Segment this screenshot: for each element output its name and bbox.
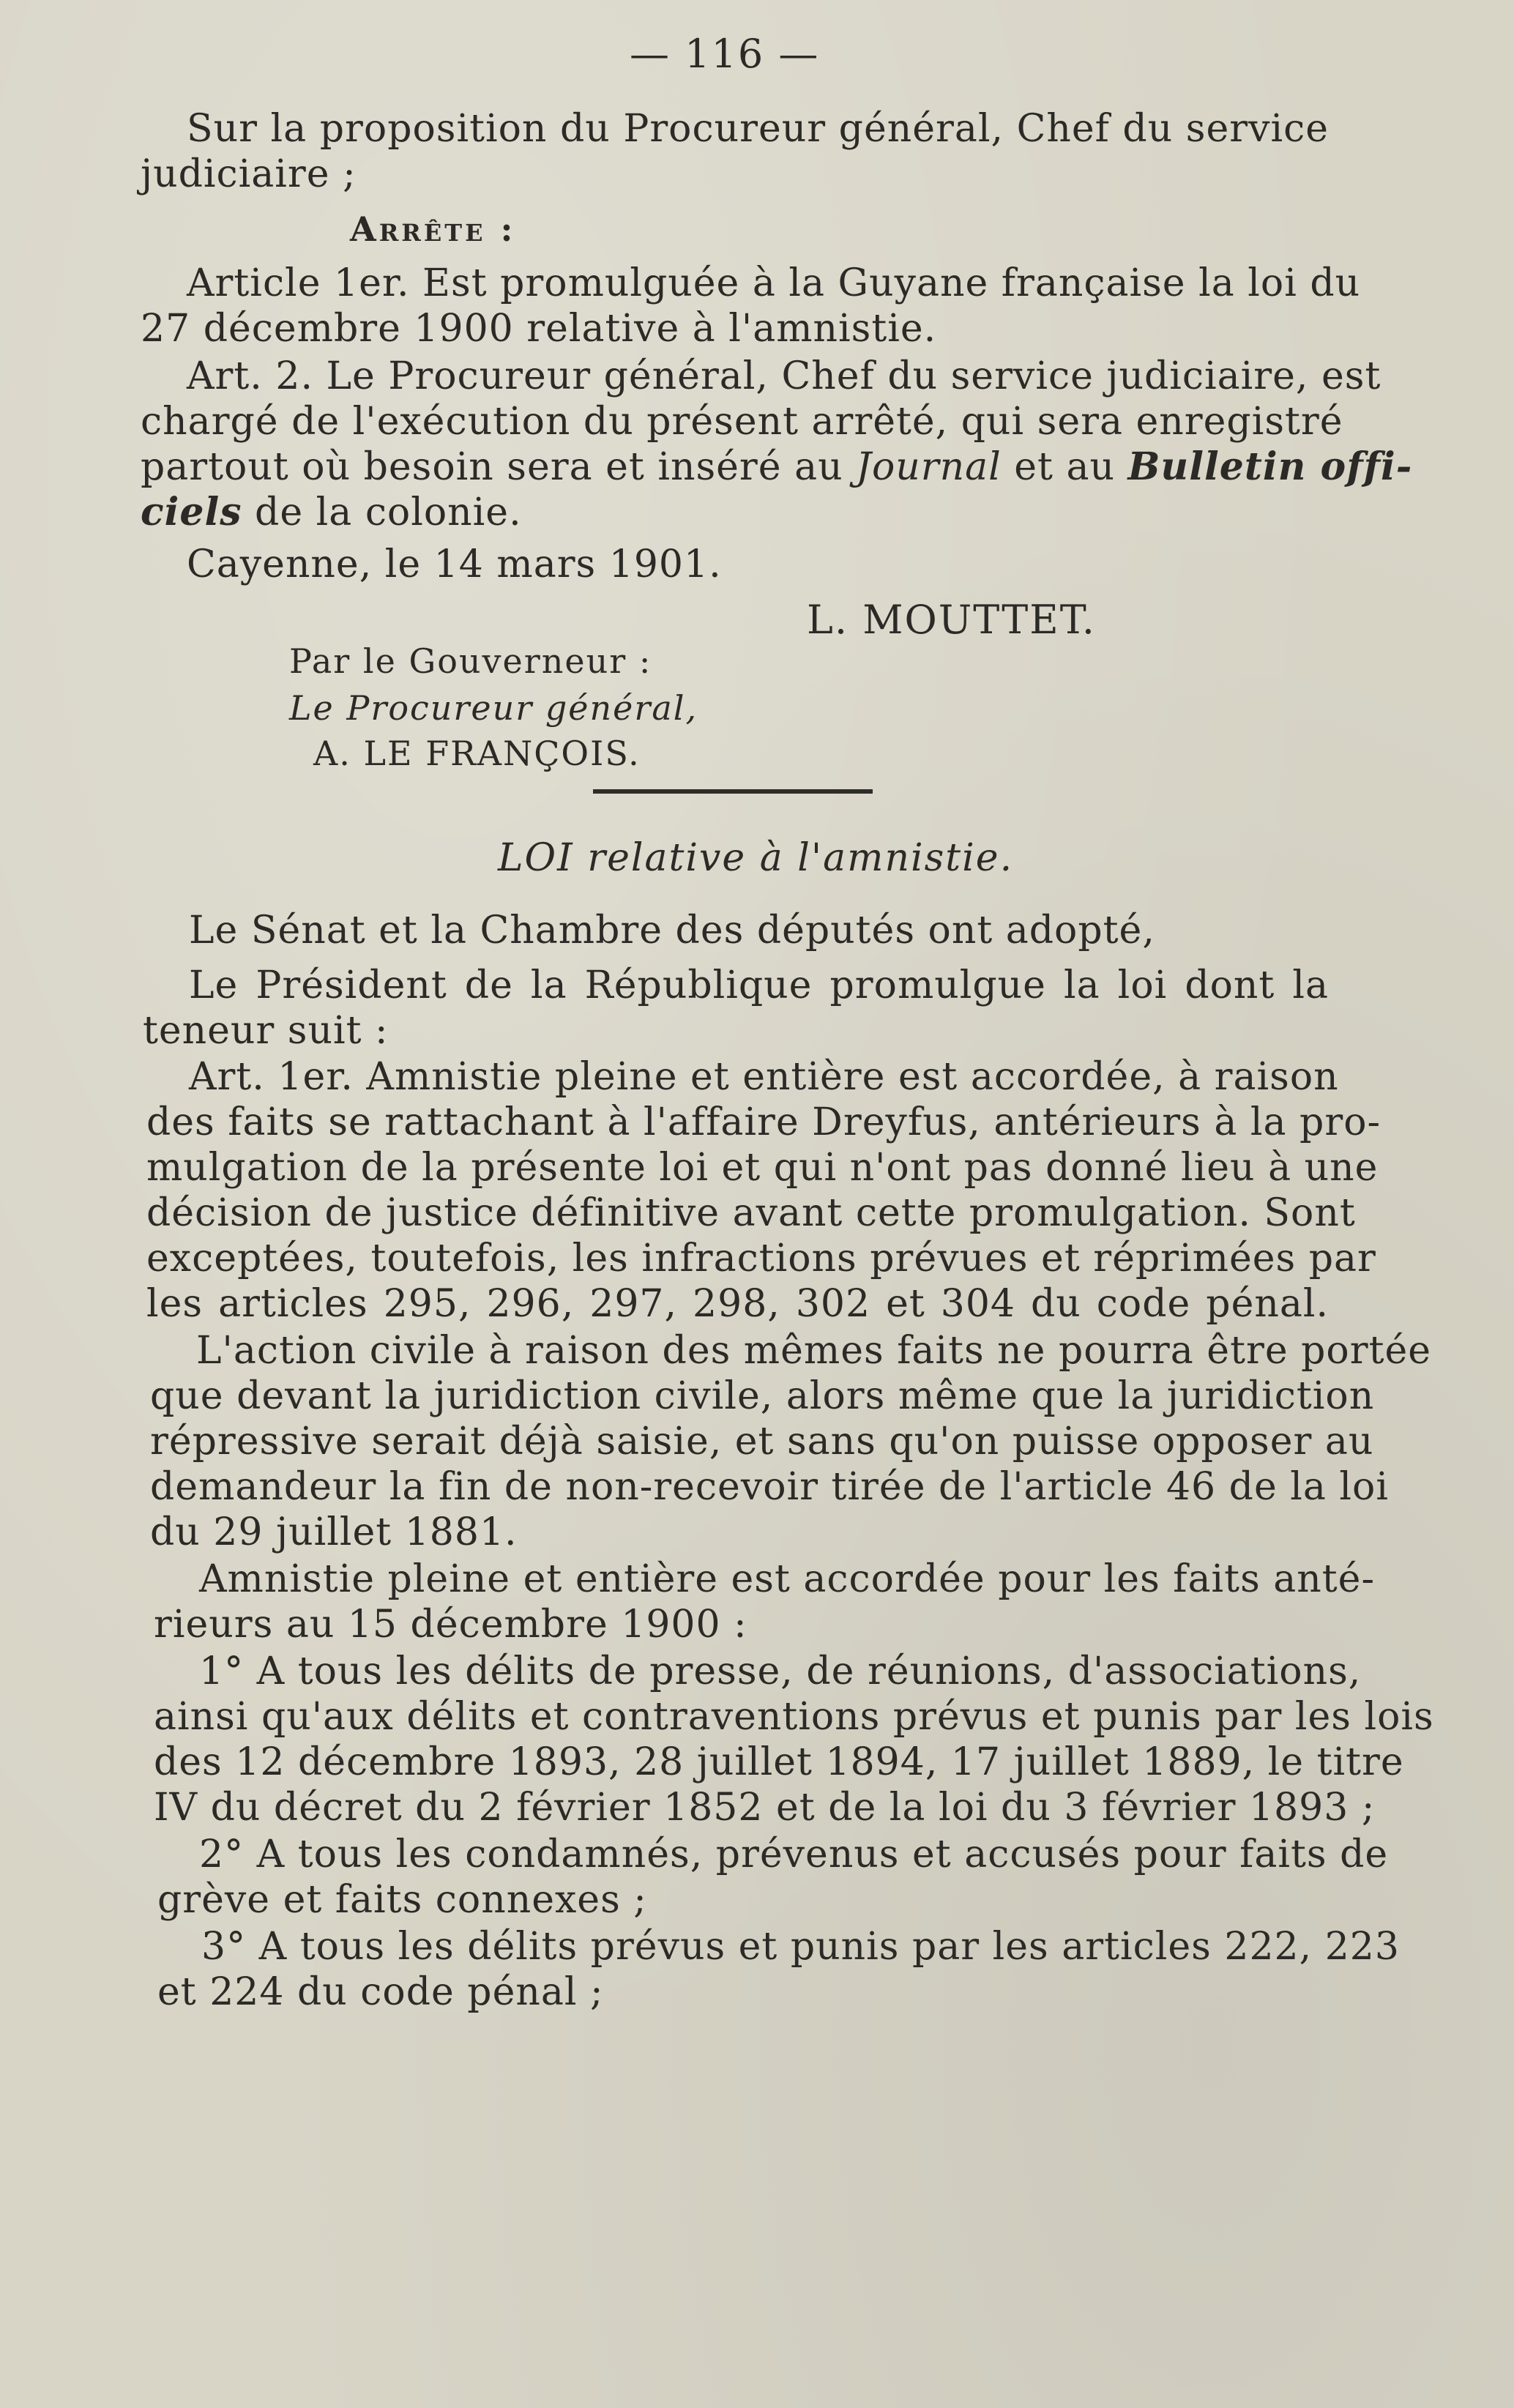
law-para-1: Le Sénat et la Chambre des députés ont adopté, <box>189 909 1155 953</box>
article2-line-2: chargé de l'exécution du présent arrêté, qui sera enregistré <box>141 400 1343 444</box>
article2-line-3-mid: et au <box>1001 445 1128 489</box>
bulletin-title-end: ciels <box>141 490 242 534</box>
law-para-2-line-1: Le Président de la République promulgue la loi dont la <box>189 963 1329 1007</box>
par-le-gouverneur: Par le Gouverneur : <box>289 641 652 681</box>
article1-line-2: 27 décembre 1900 relative à l'amnistie. <box>141 307 937 351</box>
preamble-line-2: judiciaire ; <box>141 152 357 196</box>
procureur-title: Le Procureur général, <box>289 688 698 728</box>
law-art1-line-3: mulgation de la présente loi et qui n'ont pas donné lieu à une <box>146 1146 1379 1190</box>
law-civil-line-3: répressive serait déjà saisie, et sans qu'on puisse opposer au <box>150 1420 1374 1464</box>
law-item1-line-4: IV du décret du 2 février 1852 et de la loi du 3 février 1893 ; <box>154 1786 1376 1830</box>
law-item2-line-1: 2° A tous les condamnés, prévenus et accusés pour faits de <box>199 1833 1389 1876</box>
law-art1-line-1: Art. 1er. Amnistie pleine et entière est accordée, à raison <box>189 1055 1339 1099</box>
law-title: LOI relative à l'amnistie. <box>498 836 1014 880</box>
law-amnesty-line-2: rieurs au 15 décembre 1900 : <box>154 1603 747 1647</box>
article1-line-1: Article 1er. Est promulguée à la Guyane française la loi du <box>187 261 1361 305</box>
preamble-line-1: Sur la proposition du Procureur général, Chef du service <box>187 107 1329 151</box>
journal-title: Journal <box>856 445 1002 489</box>
article2-line-4 <box>141 490 522 535</box>
law-item3-line-1: 3° A tous les délits prévus et punis par les articles 222, 223 <box>201 1925 1400 1969</box>
article2-line-3 <box>141 444 1413 490</box>
law-civil-line-5: du 29 juillet 1881. <box>150 1510 518 1554</box>
law-art1-line-5: exceptées, toutefois, les infractions prévues et réprimées par <box>146 1237 1376 1281</box>
procureur-name: A. LE FRANÇOIS. <box>313 734 641 773</box>
article2-line-3-pre: partout où besoin sera et inséré au <box>141 445 857 489</box>
law-item1-line-3: des 12 décembre 1893, 28 juillet 1894, 17 juillet 1889, le titre <box>154 1740 1404 1784</box>
law-civil-line-4: demandeur la fin de non-recevoir tirée de l'article 46 de la loi <box>150 1465 1389 1509</box>
law-item1-line-2: ainsi qu'aux délits et contraventions prévus et punis par les lois <box>154 1695 1434 1739</box>
law-civil-line-1: L'action civile à raison des mêmes faits ne pourra être portée <box>196 1329 1432 1373</box>
law-civil-line-2: que devant la juridiction civile, alors même que la juridiction <box>150 1374 1375 1418</box>
law-item3-line-2: et 224 du code pénal ; <box>157 1970 604 2014</box>
governor-signature: L. MOUTTET. <box>807 597 1096 643</box>
bulletin-title: Bulletin offi- <box>1127 444 1413 489</box>
law-item1-line-1: 1° A tous les délits de presse, de réunions, d'associations, <box>199 1650 1362 1693</box>
law-art1-line-6: les articles 295, 296, 297, 298, 302 et 304 du code pénal. <box>146 1282 1329 1326</box>
law-item2-line-2: grève et faits connexes ; <box>157 1878 647 1922</box>
law-art1-line-4: décision de justice définitive avant cette promulgation. Sont <box>146 1191 1356 1235</box>
separator-rule <box>593 789 873 794</box>
law-art1-line-2: des faits se rattachant à l'affaire Dreyfus, antérieurs à la pro- <box>146 1100 1381 1144</box>
article2-line-4-post: de la colonie. <box>242 491 522 534</box>
law-para-2-line-2: teneur suit : <box>143 1009 389 1053</box>
arrete-heading: Arrête : <box>350 209 516 249</box>
place-date: Cayenne, le 14 mars 1901. <box>187 543 722 586</box>
article2-line-1: Art. 2. Le Procureur général, Chef du service judiciaire, est <box>187 354 1381 398</box>
page-number: — 116 — <box>630 31 820 77</box>
law-amnesty-line-1: Amnistie pleine et entière est accordée pour les faits anté- <box>199 1557 1376 1601</box>
